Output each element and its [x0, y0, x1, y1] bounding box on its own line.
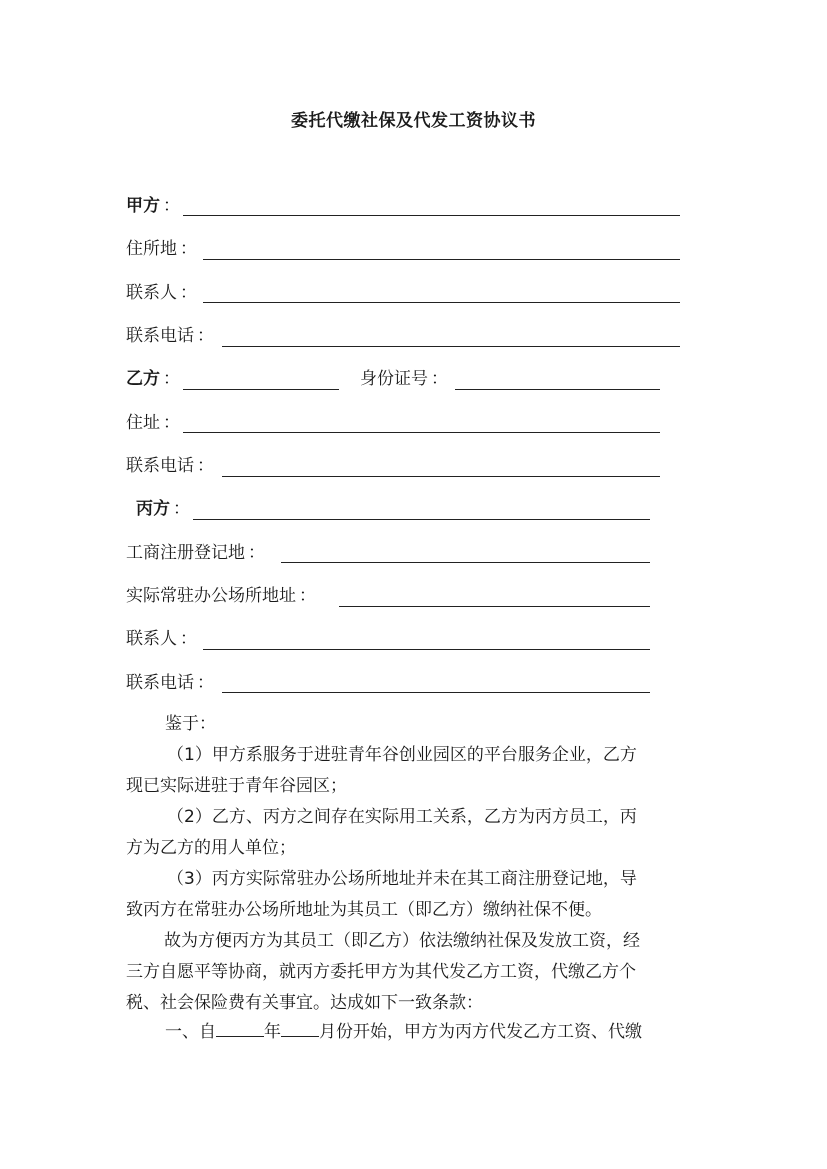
colon: ： — [197, 326, 214, 346]
clause-1-text: 月份开始，甲方为丙方代发乙方工资、代缴 — [319, 1022, 642, 1042]
party-c-row — [136, 496, 194, 522]
party-b-phone-row — [126, 453, 218, 479]
party-b-phone-field[interactable] — [222, 476, 660, 477]
whereas-item-3 — [126, 864, 706, 926]
text-line: （3）丙方实际常驻办公场所地址并未在其工商注册登记地，导 — [167, 869, 637, 889]
party-c-reg-row — [126, 540, 269, 566]
party-a-phone-row — [126, 323, 218, 349]
party-c-reg-label: 工商注册登记地 — [126, 543, 245, 563]
colon: ： — [163, 413, 180, 433]
party-c-reg-field[interactable] — [281, 562, 650, 563]
party-a-label: 甲方 — [126, 196, 160, 216]
text-line: 致丙方在常驻办公场所地址为其员工（即乙方）缴纳社保不便。 — [126, 900, 602, 920]
party-b-address-field[interactable] — [183, 432, 660, 433]
colon: ： — [173, 499, 190, 519]
colon: ： — [163, 196, 180, 216]
party-c-contact-label: 联系人 — [126, 629, 177, 649]
document-title: 委托代缴社保及代发工资协议书 — [291, 111, 536, 131]
party-a-contact-field[interactable] — [203, 302, 680, 303]
colon: ： — [180, 283, 197, 303]
party-b-row — [126, 366, 184, 392]
party-c-office-label: 实际常驻办公场所地址 — [126, 586, 296, 606]
month-field[interactable] — [281, 1021, 319, 1037]
party-b-name-field[interactable] — [183, 389, 339, 390]
text-line: 现已实际进驻于青年谷园区； — [126, 776, 347, 796]
party-a-phone-field[interactable] — [222, 346, 680, 347]
whereas-heading: 鉴于： — [165, 714, 216, 734]
party-a-contact-row — [126, 280, 201, 306]
party-b-phone-label: 联系电话 — [126, 456, 194, 476]
party-a-name-field[interactable] — [183, 215, 680, 216]
colon: ： — [197, 456, 214, 476]
party-c-phone-row — [126, 670, 218, 696]
party-b-address-label: 住址 — [126, 413, 160, 433]
party-c-office-row — [126, 583, 320, 609]
text-line: 故为方便丙方为其员工（即乙方）依法缴纳社保及发放工资，经 — [164, 931, 640, 951]
party-a-address-row — [126, 236, 201, 262]
colon: ： — [180, 629, 197, 649]
text-line: （2）乙方、丙方之间存在实际用工关系，乙方为丙方员工，丙 — [167, 807, 637, 827]
colon: ： — [431, 369, 448, 389]
party-c-phone-label: 联系电话 — [126, 673, 194, 693]
purpose-paragraph — [126, 926, 706, 1019]
colon: ： — [180, 239, 197, 259]
whereas-item-1 — [126, 740, 706, 802]
text-line: （1）甲方系服务于进驻青年谷创业园区的平台服务企业，乙方 — [167, 745, 637, 765]
party-a-address-field[interactable] — [203, 259, 680, 260]
colon: ： — [248, 543, 265, 563]
year-field[interactable] — [216, 1021, 264, 1037]
colon: ： — [197, 673, 214, 693]
party-c-phone-field[interactable] — [222, 692, 650, 693]
party-b-id-row — [360, 366, 452, 392]
party-c-label: 丙方 — [136, 499, 170, 519]
party-b-label: 乙方 — [126, 369, 160, 389]
party-a-address-label: 住所地 — [126, 239, 177, 259]
party-b-id-label: 身份证号 — [360, 369, 428, 389]
party-c-name-field[interactable] — [193, 519, 650, 520]
party-a-contact-label: 联系人 — [126, 283, 177, 303]
colon: ： — [163, 369, 180, 389]
whereas-item-2 — [126, 802, 706, 864]
text-line: 三方自愿平等协商，就丙方委托甲方为其代发乙方工资，代缴乙方个 — [126, 962, 636, 982]
party-b-id-field[interactable] — [455, 389, 660, 390]
party-b-address-row — [126, 410, 184, 436]
party-c-contact-field[interactable] — [203, 649, 650, 650]
clause-1 — [165, 1017, 725, 1048]
party-a-row — [126, 193, 184, 219]
party-a-phone-label: 联系电话 — [126, 326, 194, 346]
party-c-office-field[interactable] — [339, 606, 650, 607]
clause-1-text: 年 — [264, 1022, 281, 1042]
clause-1-text: 一、自 — [165, 1022, 216, 1042]
party-c-contact-row — [126, 626, 201, 652]
colon: ： — [299, 586, 316, 606]
text-line: 税、社会保险费有关事宜。达成如下一致条款： — [126, 993, 483, 1013]
text-line: 方为乙方的用人单位； — [126, 838, 296, 858]
